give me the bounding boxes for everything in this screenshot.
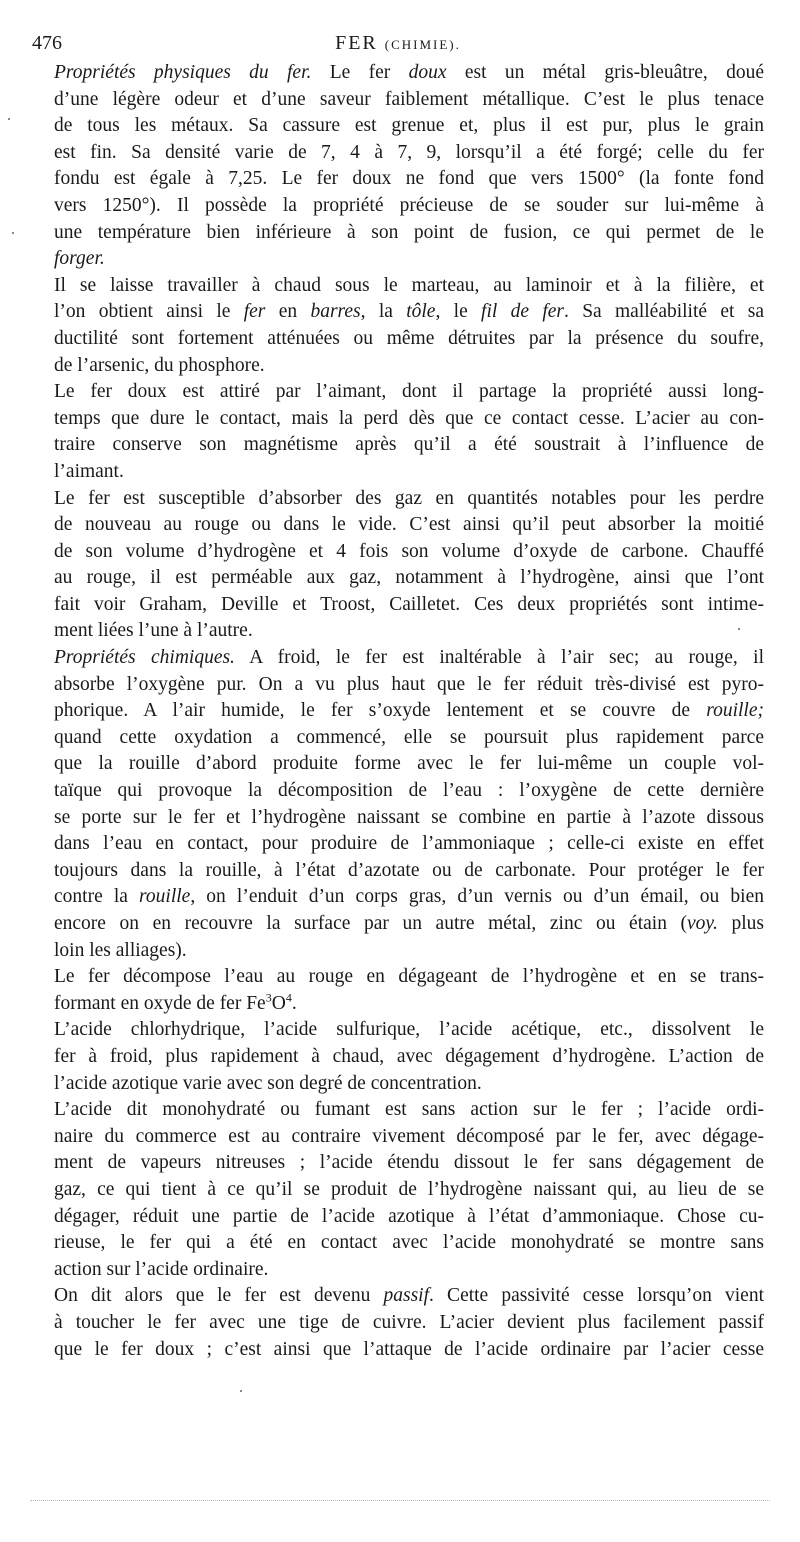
text-line [32,113,764,140]
text-segment: Il se laisse travailler à chaud sous le marteau, au laminoir et à la filière, et [54,274,764,296]
text-segment: gaz, ce qui tient à ce qu’il se produit de l’hydrogène naissant qui, au lieu de se [54,1178,764,1200]
text-segment: dégager, réduit une partie de l’acide azotique à l’état d’ammoniaque. Chose cu- [54,1205,764,1227]
scan-speck [8,118,10,120]
text-segment: l’aimant. [54,460,124,482]
text-line [32,1283,764,1310]
text-line [32,1097,764,1124]
paragraph [32,1283,764,1363]
text-line [32,246,764,273]
text-line [32,273,764,300]
text-line [32,725,764,752]
text-segment: l’acide azotique varie avec son degré de concentration. [54,1072,482,1094]
text-segment: de tous les métaux. Sa cassure est grenue et, plus il est pur, plus le grain [54,115,764,137]
text-line [32,884,764,911]
italic-text: tôle [406,301,436,323]
text-segment: taïque qui provoque la décomposition de l’eau : l’oxygène de cette dernière [54,780,764,802]
text-line [32,486,764,513]
text-line [32,778,764,805]
text-line [32,1310,764,1337]
text-segment: , le [435,301,482,323]
text-line [32,1257,764,1284]
scan-speck [12,232,14,234]
text-segment: d’une légère odeur et d’une saveur faiblement métallique. C’est le plus tenace [54,88,764,110]
italic-text: rouille; [706,700,764,722]
text-segment: de nouveau au rouge ou dans le vide. C’est ainsi qu’il peut absorber la moitié [54,514,764,536]
text-segment: de son volume d’hydrogène et 4 fois son volume d’oxyde de carbone. Chauffé [54,540,764,562]
text-line [32,539,764,566]
text-line [32,991,764,1018]
text-segment: est un métal gris-bleuâtre, doué [446,62,764,83]
text-segment: quand cette oxydation a commencé, elle se poursuit plus rapidement parce [54,726,764,748]
running-title [32,32,764,55]
text-segment: est fin. Sa densité varie de 7, 4 à 7, 9, lorsqu’il a été forgé; celle du fer [54,141,764,163]
paragraph [32,486,764,646]
scan-edge-noise [30,1500,770,1501]
text-segment: traire conserve son magnétisme après qu’il a été soustrait à l’influence de [54,434,764,456]
text-segment: L’acide chlorhydrique, l’acide sulfurique, l’acide acétique, etc., dissolvent le [54,1019,764,1041]
text-segment: à toucher le fer avec une tige de cuivre. L’acier devient plus facilement passif [54,1311,764,1333]
text-line [32,1230,764,1257]
text-segment: en [265,301,311,323]
text-line [32,1017,764,1044]
text-line [32,645,764,672]
text-segment: L’acide dit monohydraté ou fumant est sans action sur le fer ; l’acide ordi- [54,1099,764,1121]
text-segment: de l’arsenic, du phosphore. [54,354,265,376]
italic-text: doux [408,62,447,83]
text-line [32,326,764,353]
text-line [32,87,764,114]
italic-text: forger. [54,248,105,270]
text-segment: absorbe l’oxygène pur. On a vu plus haut que le fer réduit très-divisé est pyro- [54,673,764,695]
text-segment: O [271,992,286,1014]
superscript: 3 [265,990,272,1005]
text-line [32,193,764,220]
text-line [32,220,764,247]
text-segment: rieuse, le fer qui a été en contact avec l’acide monohydraté se montre sans [54,1232,764,1254]
text-segment: ment de vapeurs nitreuses ; l’acide étendu dissout le fer sans dégagement de [54,1152,764,1174]
text-segment: ment liées l’une à l’autre. [54,620,253,642]
text-line [32,1150,764,1177]
text-line [32,1337,764,1364]
text-line [32,618,764,645]
text-line [32,964,764,991]
paragraph [32,273,764,379]
text-segment: au rouge, il est perméable aux gaz, notamment à l’hydrogène, ainsi que l’ont [54,567,764,589]
page-header [32,32,764,56]
scan-speck [738,628,740,630]
text-line [32,60,764,87]
text-line [32,1044,764,1071]
italic-text: Propriétés chimiques. [54,647,235,669]
italic-text: fil de fer [481,301,564,323]
text-line [32,592,764,619]
text-segment: temps que dure le contact, mais la perd dès que ce contact cesse. L’acier au con- [54,407,764,429]
italic-text: passif [383,1285,430,1307]
text-segment: action sur l’acide ordinaire. [54,1258,269,1280]
paragraph [32,1097,764,1283]
text-segment: ductilité sont fortement atténuées ou même détruites par la présence du soufre, [54,327,764,349]
italic-text: barres [310,301,361,323]
text-segment: , on l’enduit d’un corps gras, d’un vernis ou d’un émail, ou bien [190,886,764,908]
text-segment: . Sa malléabilité et sa [564,301,764,323]
text-line [32,140,764,167]
scan-speck [240,1390,242,1392]
text-line [32,299,764,326]
text-line [32,805,764,832]
italic-text: rouille [139,886,191,908]
body-text [32,60,764,1363]
text-segment: plus [717,913,764,934]
text-segment: Le fer [311,62,409,83]
text-segment: que le fer doux ; c’est ainsi que l’attaque de l’acide ordinaire par l’acier cesse [54,1338,764,1360]
text-segment: A froid, le fer est inaltérable à l’air sec; au rouge, il [234,647,764,669]
text-line [32,512,764,539]
text-segment: Le fer est susceptible d’absorber des gaz en quantités notables pour les perdre [54,487,764,509]
text-segment: phorique. A l’air humide, le fer s’oxyde lentement et se couvre de [54,700,707,722]
text-segment: On dit alors que le fer est devenu [54,1285,384,1307]
text-line [32,432,764,459]
text-line [32,353,764,380]
text-segment: formant en oxyde de fer Fe [54,992,266,1014]
text-segment: . Cette passivité cesse lorsqu’on vient [429,1285,764,1307]
text-segment: toujours dans la rouille, à l’état d’azotate ou de carbonate. Pour protéger le fer [54,859,764,881]
text-segment: , la [360,301,407,323]
text-segment: . [291,992,297,1014]
text-segment: contre la [54,886,140,908]
italic-text: voy. [687,913,718,934]
text-segment: loin les alliages). [54,939,187,961]
text-segment: que la rouille d’abord produite forme avec le fer lui-même un couple vol- [54,753,764,775]
text-line [32,459,764,486]
text-line [32,1071,764,1098]
text-segment: fer à froid, plus rapidement à chaud, avec dégagement d’hydrogène. L’action de [54,1045,764,1067]
text-line [32,858,764,885]
text-line [32,166,764,193]
text-segment: naire du commerce est au contraire vivement décomposé par le fer, avec dégage- [54,1125,764,1147]
paragraph [32,379,764,485]
paragraph [32,964,764,1017]
page-number: 476 [32,32,62,54]
text-segment: Le fer décompose l’eau au rouge en dégageant de l’hydrogène et en se trans- [54,966,764,988]
text-line [32,379,764,406]
text-line [32,911,764,938]
text-line [32,1204,764,1231]
text-line [32,565,764,592]
paragraph [32,1017,764,1097]
superscript: 4 [285,990,292,1005]
text-line [32,1124,764,1151]
text-line [32,698,764,725]
text-line [32,831,764,858]
text-segment: dans l’eau en contact, pour produire de l’ammoniaque ; celle-ci existe en effet [54,833,764,855]
text-line [32,1177,764,1204]
text-segment: fait voir Graham, Deville et Troost, Cailletet. Ces deux propriétés sont intime- [54,593,764,615]
text-segment: fondu est égale à 7,25. Le fer doux ne fond que vers 1500° (la fonte fond [54,168,764,190]
running-title-sub: (CHIMIE). [384,37,461,52]
text-segment: Le fer doux est attiré par l’aimant, dont il partage la propriété aussi long- [54,381,764,403]
text-segment: une température bien inférieure à son point de fusion, ce qui permet de le [54,221,764,243]
italic-text: fer [243,301,266,323]
text-line [32,751,764,778]
text-line [32,406,764,433]
paragraph [32,645,764,964]
text-segment: se porte sur le fer et l’hydrogène naissant se combine en partie à l’azote dissous [54,806,764,828]
italic-text: Propriétés physiques du fer. [54,62,312,83]
text-segment: encore on en recouvre la surface par un autre métal, zinc ou étain ( [54,913,688,934]
running-title-main: FER [335,32,378,54]
text-line [32,938,764,965]
text-segment: vers 1250°). Il possède la propriété précieuse de se souder sur lui-même à [54,194,764,216]
text-line [32,672,764,699]
text-segment: l’on obtient ainsi le [54,301,244,323]
paragraph [32,60,764,273]
